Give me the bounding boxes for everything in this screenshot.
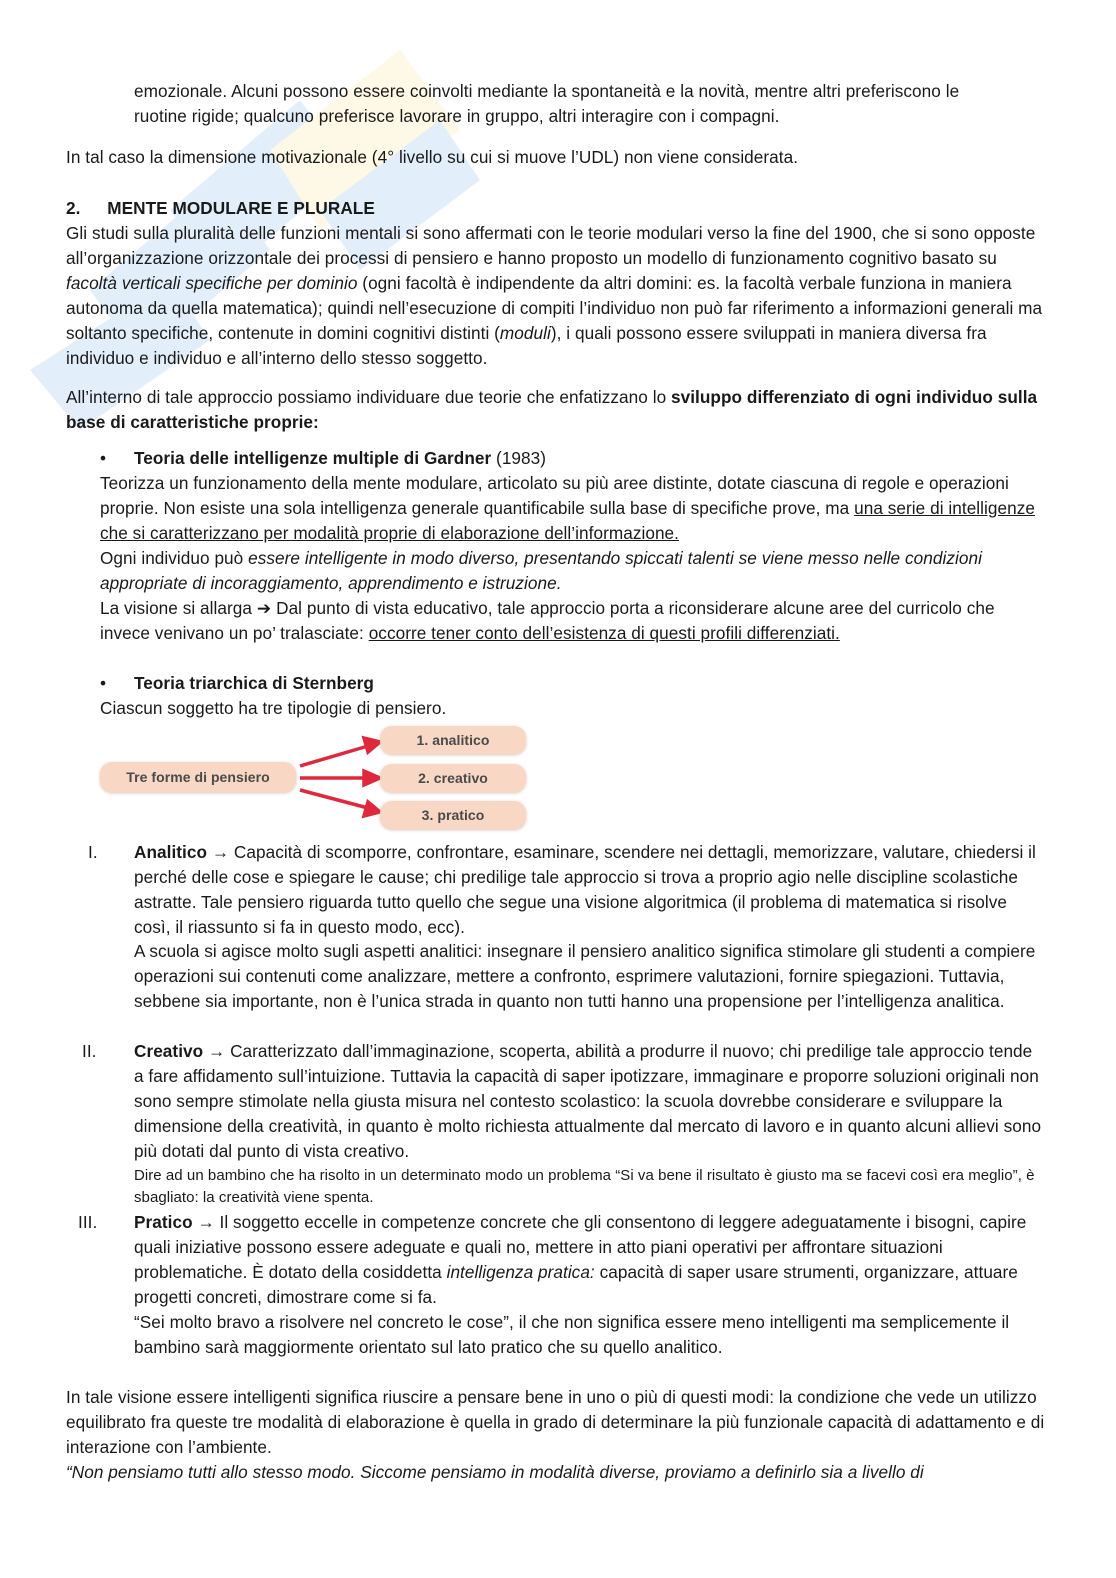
- text-run: All’interno di tale approccio possiamo individuare due teorie che enfatizzano lo: [66, 387, 672, 407]
- text-run: (ogni facoltà è indipendente da altri domini: es. la facoltà verbale funziona in maniera autonoma da quella matematica); quindi nell’esecuzione di compiti l’individuo non può far riferimento a informazioni generali ma soltanto specifiche, contenute in domini cognitivi distinti (: [66, 273, 1043, 343]
- list-numeral-2: II.: [82, 1041, 97, 1061]
- gardner-paragraph-1: [100, 471, 1045, 546]
- bullet-gardner: •: [100, 448, 107, 468]
- list-item-creativo-note: Dire ad un bambino che ha risolto in un determinato modo un problema “Si va bene il risultato è giusto ma se facevi così era meglio”, è sbagliato: la creatività viene spenta.: [134, 1167, 1035, 1206]
- section-number: 2.: [66, 198, 81, 218]
- right-arrow-icon: →: [207, 842, 234, 862]
- section-title: MENTE MODULARE E PLURALE: [107, 198, 375, 218]
- underlined-run: una serie di intelligenze che si caratterizzano per modalità proprie di elaborazione dell’informazione.: [100, 498, 1035, 543]
- diagram-item-analitico: 1. analitico: [380, 726, 526, 754]
- bold-run: sviluppo differenziato di ogni individuo sulla base di caratteristiche proprie:: [66, 387, 1038, 432]
- text-run: Ogni individuo può: [100, 548, 249, 568]
- closing-paragraph: In tale visione essere intelligenti significa riuscire a pensare bene in uno o più di questi modi: la condizione che vede un utilizzo equilibrato fra queste tre modalità di elaborazione è quella in grado di determinare la più funzionale capacità di adattamento e di interazione con l’ambiente.: [66, 1387, 1045, 1457]
- list-item-pratico-extra: “Sei molto bravo a risolvere nel concreto le cose”, il che non significa essere meno intelligenti ma semplicemente il bambino sarà maggiormente orientato sul lato pratico che su quello analitico.: [134, 1312, 1010, 1357]
- list-item-pratico: [134, 1210, 1044, 1310]
- right-arrow-icon: →: [192, 1212, 220, 1232]
- gardner-year: (1983): [491, 448, 547, 468]
- diagram-item-creativo: 2. creativo: [380, 764, 526, 792]
- right-arrow-icon: ➔: [256, 598, 272, 618]
- text-run: La visione si allarga: [100, 598, 257, 618]
- italic-run: essere intelligente in modo diverso, presentando spiccati talenti se viene messo nelle condizioni appropriate di incoraggiamento, apprendimento e istruzione.: [100, 548, 982, 593]
- list-item-creativo: [134, 1039, 1044, 1164]
- bullet-sternberg: •: [100, 673, 107, 693]
- arrowhead-analitico: [364, 738, 380, 752]
- gardner-paragraph-2: [100, 546, 1045, 596]
- section-paragraph-1: [66, 221, 1046, 371]
- right-arrow-icon: →: [203, 1041, 231, 1061]
- text-run: Il soggetto eccelle in competenze concrete che gli consentono di leggere adeguatamente i bisogni, capire quali iniziative possono essere adeguate e quali no, mettere in atto piani operativi per affrontare situazioni problematiche. È dotato della cosiddetta: [134, 1212, 1027, 1282]
- arrow-to-analitico: [300, 746, 368, 766]
- gardner-heading: [134, 446, 546, 471]
- text-run: Caratterizzato dall’immaginazione, scoperta, abilità a produrre il nuovo; chi predilige tale approccio tende a fare affidamento sull’intuizione. Tuttavia la capacità di saper ipotizzare, immaginare e proporre soluzioni originali non sono sempre stimolate nella giusta misura nel contesto scolastico: la scuola dovrebbe considerare e sviluppare la dimensione della creatività, in quanto è molto richiesta attualmente dal mercato di lavoro e in quanto alcuni allievi sono più dotati dal punto di vista creativo.: [134, 1041, 1042, 1161]
- italic-run: facoltà verticali specifiche per dominio: [66, 273, 358, 293]
- arrowhead-creativo: [364, 771, 380, 785]
- top-line-1: emozionale. Alcuni possono essere coinvolti mediante la spontaneità e la novità, mentre altri preferiscono le: [134, 81, 960, 101]
- gardner-paragraph-3: [100, 596, 1045, 646]
- list-numeral-3: III.: [78, 1212, 98, 1232]
- term-pratico: Pratico: [134, 1212, 193, 1232]
- text-run: ), i quali possono essere sviluppati in maniera diversa fra individuo e individuo e all’interno dello stesso soggetto.: [66, 323, 987, 368]
- top-line-2: ruotine rigide; qualcuno preferisce lavorare in gruppo, altri interagire con i compagni.: [134, 106, 780, 126]
- list-item-analitico: [134, 840, 1044, 940]
- sternberg-heading: [134, 671, 374, 696]
- term-creativo: Creativo: [134, 1041, 204, 1061]
- underlined-run: occorre tener conto dell’esistenza di questi profili differenziati.: [368, 623, 840, 643]
- sternberg-title: Teoria triarchica di Sternberg: [134, 673, 374, 693]
- diagram-source-pill: Tre forme di pensiero: [100, 762, 296, 792]
- list-item-analitico-extra: A scuola si agisce molto sugli aspetti analitici: insegnare il pensiero analitico significa stimolare gli studenti a compiere operazioni sui contenuti come analizzare, mettere a confronto, esprimere valutazioni, fornire spiegazioni. Tuttavia, sebbene sia importante, non è l’unica strada in quanto non tutti hanno una propensione per l’intelligenza analitica.: [134, 941, 1036, 1011]
- sternberg-subtitle: Ciascun soggetto ha tre tipologie di pensiero.: [100, 698, 447, 718]
- three-forms-diagram: [98, 724, 538, 834]
- gardner-title: Teoria delle intelligenze multiple di Gardner: [134, 448, 492, 468]
- diagram-item-pratico: 3. pratico: [380, 801, 526, 829]
- italic-run: intelligenza pratica:: [446, 1262, 595, 1282]
- list-numeral-1: I.: [88, 842, 98, 862]
- term-analitico: Analitico: [134, 842, 208, 862]
- text-run: capacità di saper usare strumenti, organizzare, attuare progetti concreti, dimostrare come si fa.: [134, 1262, 1018, 1307]
- arrowhead-pratico: [364, 802, 380, 816]
- section-heading: [66, 196, 1046, 221]
- text-run: Capacità di scomporre, confrontare, esaminare, scendere nei dettagli, memorizzare, valutare, chiedersi il perché delle cose e spiegare le cause; chi predilige tale approccio si trova a proprio agio nelle discipline scolastiche astratte. Tale pensiero riguarda tutto quello che segue una visione algoritmica (il problema di matematica si risolve così, il riassunto si fa in questo modo, ecc).: [134, 842, 1036, 937]
- arrow-to-pratico: [300, 790, 368, 808]
- text-run: Dal punto di vista educativo, tale approccio porta a riconsiderare alcune aree del curricolo che invece venivano un po’ tralasciate:: [100, 598, 995, 643]
- top-paragraph: [134, 79, 1044, 129]
- section-paragraph-2: [66, 385, 1046, 435]
- text-run: Gli studi sulla pluralità delle funzioni mentali si sono affermati con le teorie modulari verso la fine del 1900, che si sono opposte all’organizzazione orizzontale dei processi di pensiero e hanno proposto un modello di funzionamento cognitivo basato su: [66, 223, 1036, 268]
- text-run: Teorizza un funzionamento della mente modulare, articolato su più aree distinte, dotate ciascuna di regole e operazioni proprie. Non esiste una sola intelligenza generale quantificabile sulla base di specifiche prove, ma: [100, 473, 1009, 518]
- intro-line: In tal caso la dimensione motivazionale (4° livello su cui si muove l’UDL) non viene considerata.: [66, 147, 799, 167]
- closing-quote: “Non pensiamo tutti allo stesso modo. Siccome pensiamo in modalità diverse, proviamo a definirlo sia a livello di: [66, 1462, 924, 1482]
- italic-run: moduli: [499, 323, 551, 343]
